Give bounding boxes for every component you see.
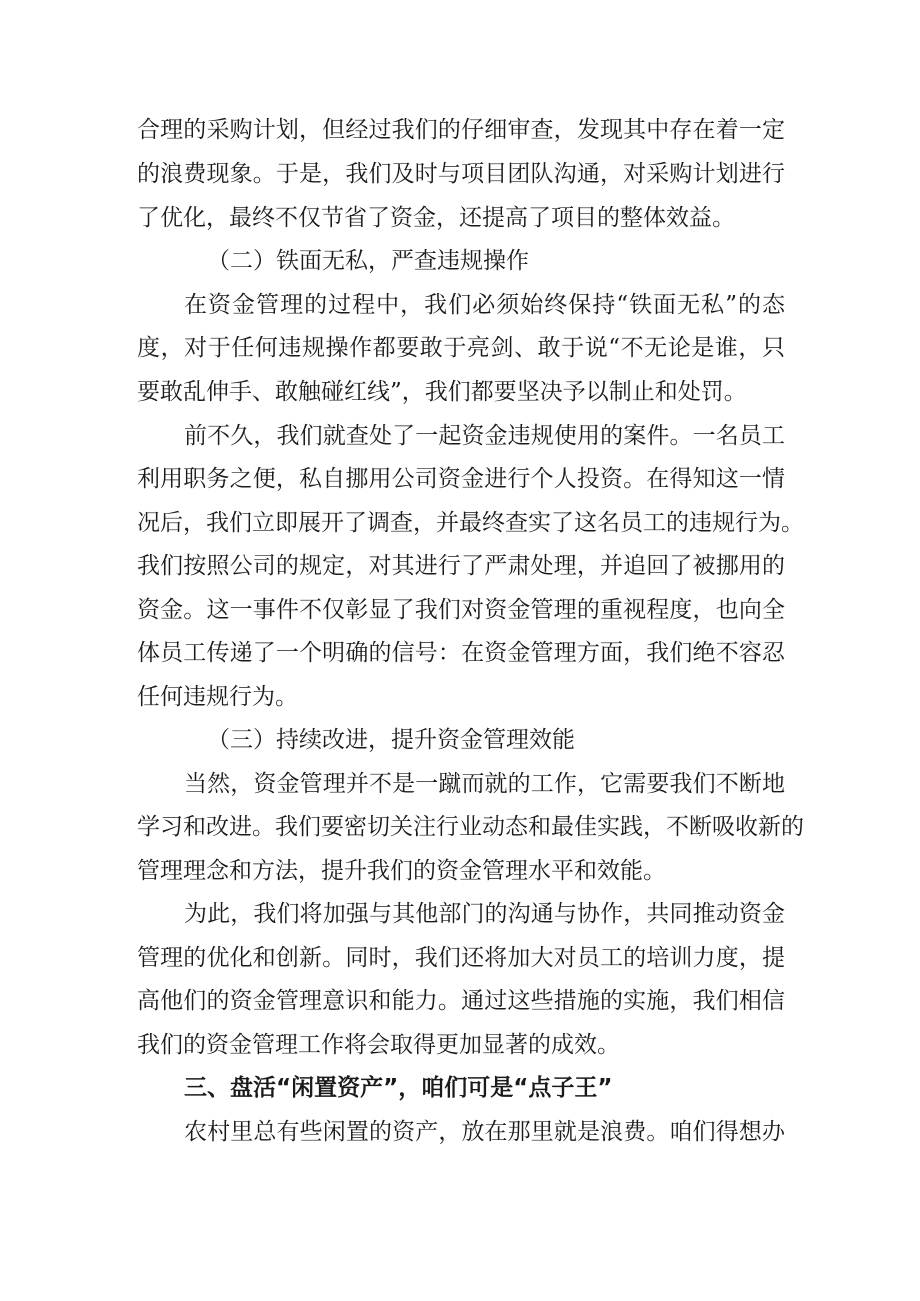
subheading-3: （三）持续改进，提升资金管理效能: [207, 727, 575, 753]
paragraph-line: 为此，我们将加强与其他部门的沟通与协作，共同推动资金: [184, 901, 785, 927]
paragraph-line: 的浪费现象。于是，我们及时与项目团队沟通，对采购计划进行: [137, 161, 785, 187]
paragraph-line: 高他们的资金管理意识和能力。通过这些措施的实施，我们相信: [137, 988, 785, 1014]
paragraph-line: 前不久，我们就查处了一起资金违规使用的案件。一名员工: [184, 423, 785, 449]
paragraph-line: 学习和改进。我们要密切关注行业动态和最佳实践，不断吸收新的: [137, 814, 804, 840]
paragraph-line: 度，对于任何违规操作都要敢于亮剑、敢于说“不无论是谁，只: [137, 335, 785, 361]
paragraph-line: 资金。这一事件不仅彰显了我们对资金管理的重视程度，也向全: [137, 597, 785, 623]
paragraph-line: 况后，我们立即展开了调查，并最终查实了这名员工的违规行为。: [137, 510, 804, 536]
paragraph-line: 体员工传递了一个明确的信号：在资金管理方面，我们绝不容忍: [137, 640, 785, 666]
paragraph-line: 管理的优化和创新。同时，我们还将加大对员工的培训力度，提: [137, 945, 785, 971]
paragraph-line: 要敢乱伸手、敢触碰红线”，我们都要坚决予以制止和处罚。: [137, 379, 747, 405]
paragraph-line: 了优化，最终不仅节省了资金，还提高了项目的整体效益。: [137, 205, 735, 231]
paragraph-line: 我们的资金管理工作将会取得更加显著的成效。: [137, 1032, 620, 1058]
section-heading-3: 三、盘活“闲置资产”，咱们可是“点子王”: [184, 1075, 613, 1101]
paragraph-line: 管理理念和方法，提升我们的资金管理水平和效能。: [137, 858, 666, 884]
paragraph-line: 合理的采购计划，但经过我们的仔细审查，发现其中存在着一定: [137, 117, 785, 143]
paragraph-line: 当然，资金管理并不是一蹴而就的工作，它需要我们不断地: [184, 771, 785, 797]
paragraph-line: 我们按照公司的规定，对其进行了严肃处理，并追回了被挪用的: [137, 553, 785, 579]
paragraph-line: 在资金管理的过程中，我们必须始终保持“铁面无私”的态: [184, 292, 785, 318]
paragraph-line: 利用职务之便，私自挪用公司资金进行个人投资。在得知这一情: [137, 466, 785, 492]
subheading-2: （二）铁面无私，严查违规操作: [207, 248, 529, 274]
paragraph-line: 任何违规行为。: [137, 684, 298, 710]
paragraph-line: 农村里总有些闲置的资产，放在那里就是浪费。咱们得想办: [184, 1119, 785, 1145]
